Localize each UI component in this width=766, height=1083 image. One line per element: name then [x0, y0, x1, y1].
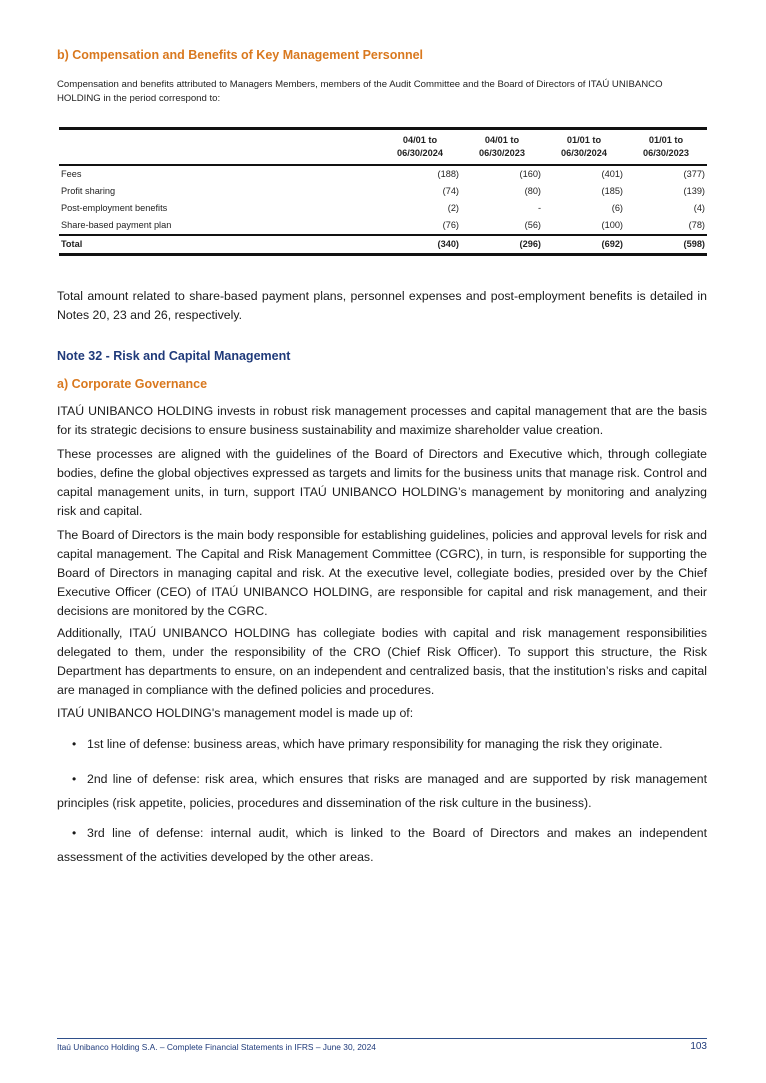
list-item-text: 1st line of defense: business areas, which have primary responsibility for managing the risk they originate.	[87, 737, 663, 751]
cell-value: (6)	[611, 202, 623, 213]
corporate-governance-heading: a) Corporate Governance	[57, 377, 208, 391]
document-page	[57, 0, 707, 1083]
column-header-line1: 04/01 to	[484, 135, 520, 146]
footer-divider	[57, 1038, 707, 1039]
list-item-line-3	[57, 821, 707, 869]
table-row	[59, 183, 707, 200]
table-header-col-4	[625, 129, 707, 165]
bullet-icon: •	[72, 826, 77, 840]
cell-value: (160)	[519, 168, 541, 179]
total-value: (598)	[683, 238, 705, 249]
list-item-line-1	[57, 732, 707, 756]
section-heading-compensation: b) Compensation and Benefits of Key Management Personnel	[57, 48, 424, 62]
column-header-line2: 06/30/2024	[397, 148, 443, 159]
compensation-table	[59, 127, 707, 256]
governance-paragraph-4: Additionally, ITAÚ UNIBANCO HOLDING has collegiate bodies with capital and risk management responsibilities delegated to them, under the responsibility of the CRO (Chief Risk Officer). To support this structure, the Risk Department has departments to ensure, on an independent and centralized basis, that the institution’s risks and capital are managed in compliance with the defined policies and procedures.	[57, 626, 707, 697]
table-row	[59, 165, 707, 183]
table-total-row	[59, 235, 707, 255]
cell-value: (4)	[693, 202, 705, 213]
bullet-icon: •	[72, 737, 77, 751]
total-value: (340)	[437, 238, 459, 249]
governance-paragraph-3: The Board of Directors is the main body responsible for establishing guidelines, policies and approval levels for risk and capital management. The Capital and Risk Management Committee (CGRC), in turn, is responsible for supporting the Board of Directors in managing capital and risk. At the executive level, collegiate bodies, presided over by the Chief Executive Officer (CEO) of ITAÚ UNIBANCO HOLDING, are responsible for capital and risk management, and their decisions are monitored by the CGRC.	[57, 528, 707, 618]
cell-value: (76)	[442, 219, 459, 230]
cell-value: (78)	[688, 219, 705, 230]
bullet-icon: •	[72, 772, 77, 786]
compensation-intro-text: Compensation and benefits attributed to Managers Members, members of the Audit Committee and the Board of Directors of ITAÚ UNIBANCO HOLDING in the period correspond to:	[57, 79, 663, 104]
list-item-text: 3rd line of defense: internal audit, which is linked to the Board of Directors and makes an independent assessment of the activities developed by the other areas.	[57, 826, 707, 864]
table-header-row	[59, 129, 707, 165]
column-header-line2: 06/30/2024	[561, 148, 607, 159]
cell-value: (185)	[601, 185, 623, 196]
page-number: 103	[690, 1041, 707, 1052]
footer-document-title: Itaú Unibanco Holding S.A. – Complete Financial Statements in IFRS – June 30, 2024	[57, 1042, 376, 1052]
row-label: Profit sharing	[61, 185, 116, 196]
management-model-intro: ITAÚ UNIBANCO HOLDING's management model is made up of:	[57, 706, 414, 720]
total-value: (296)	[519, 238, 541, 249]
governance-paragraph-1: ITAÚ UNIBANCO HOLDING invests in robust risk management processes and capital management that are the basis for its strategic decisions to ensure business sustainability and maximize shareholder value creation.	[57, 404, 707, 437]
cell-value: (377)	[683, 168, 705, 179]
cell-value: (188)	[437, 168, 459, 179]
row-label: Share-based payment plan	[61, 219, 172, 230]
cell-value: (100)	[601, 219, 623, 230]
column-header-line1: 04/01 to	[402, 135, 438, 146]
governance-paragraph-2: These processes are aligned with the guidelines of the Board of Directors and Executive which, through collegiate bodies, define the global objectives expressed as targets and limits for the business units that manage risk. Control and capital management units, in turn, support ITAÚ UNIBANCO HOLDING’s management by monitoring and analyzing risk and capital.	[57, 447, 707, 518]
column-header-line1: 01/01 to	[566, 135, 602, 146]
table-header-col-1	[379, 129, 461, 165]
column-header-line2: 06/30/2023	[643, 148, 689, 159]
cell-value: -	[537, 202, 541, 213]
share-based-notes-paragraph: Total amount related to share-based payment plans, personnel expenses and post-employment benefits is detailed in Notes 20, 23 and 26, respectively.	[57, 289, 707, 322]
total-value: (692)	[601, 238, 623, 249]
row-label: Fees	[61, 168, 82, 179]
table-header-label	[59, 129, 379, 165]
cell-value: (2)	[447, 202, 459, 213]
cell-value: (401)	[601, 168, 623, 179]
cell-value: (80)	[524, 185, 541, 196]
table-row	[59, 200, 707, 217]
column-header-line2: 06/30/2023	[479, 148, 525, 159]
list-item-line-2	[57, 767, 707, 815]
cell-value: (139)	[683, 185, 705, 196]
cell-value: (74)	[442, 185, 459, 196]
cell-value: (56)	[524, 219, 541, 230]
table-header-col-2	[461, 129, 543, 165]
column-header-line1: 01/01 to	[648, 135, 684, 146]
table-row	[59, 217, 707, 235]
note-32-heading: Note 32 - Risk and Capital Management	[57, 349, 291, 363]
row-label: Post-employment benefits	[61, 202, 168, 213]
table-header-col-3	[543, 129, 625, 165]
total-label: Total	[61, 238, 83, 249]
list-item-text: 2nd line of defense: risk area, which ensures that risks are managed and are supported by risk management principles (risk appetite, policies, procedures and dissemination of the risk culture in the business).	[57, 772, 707, 810]
